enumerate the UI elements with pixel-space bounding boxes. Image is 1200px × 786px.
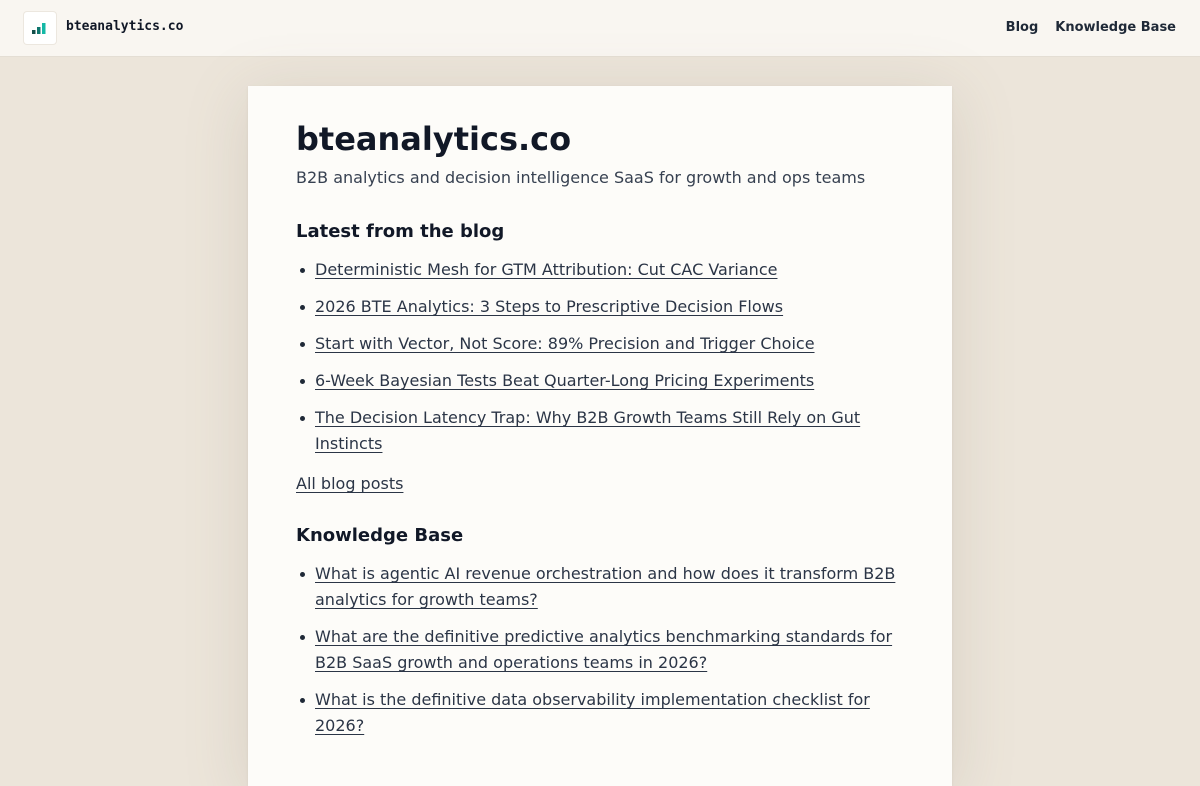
blog-post-list (296, 257, 904, 457)
all-blog-posts-link[interactable]: All blog posts (296, 474, 404, 493)
kb-article-link[interactable]: What is the definitive data observability implementation checklist for 2026? (315, 690, 870, 735)
kb-article-link[interactable]: What are the definitive predictive analytics benchmarking standards for B2B SaaS growth and operations teams in 2026? (315, 627, 893, 672)
knowledge-base-list (296, 561, 904, 739)
blog-post-item (296, 368, 904, 394)
knowledge-base-section-heading: Knowledge Base (296, 525, 464, 546)
blog-post-item (296, 331, 904, 357)
nav-knowledge-base-link[interactable]: Knowledge Base (1055, 20, 1176, 35)
blog-post-link[interactable]: The Decision Latency Trap: Why B2B Growth Teams Still Rely on Gut Instincts (315, 408, 861, 453)
top-navigation-bar (0, 0, 1200, 57)
kb-article-item (296, 561, 904, 613)
site-tagline: B2B analytics and decision intelligence SaaS for growth and ops teams (296, 168, 866, 187)
kb-article-item (296, 624, 904, 676)
blog-post-link[interactable]: 2026 BTE Analytics: 3 Steps to Prescriptive Decision Flows (315, 297, 784, 316)
blog-post-link[interactable]: Start with Vector, Not Score: 89% Precision and Trigger Choice (315, 334, 815, 353)
blog-post-item (296, 294, 904, 320)
main-nav (1006, 20, 1176, 36)
blog-post-link[interactable]: 6-Week Bayesian Tests Beat Quarter-Long Pricing Experiments (315, 371, 815, 390)
blog-section-heading: Latest from the blog (296, 221, 505, 242)
kb-article-item (296, 687, 904, 739)
nav-blog-link[interactable]: Blog (1005, 20, 1039, 35)
brand-link[interactable]: bteanalytics.co (66, 19, 184, 34)
blog-post-item (296, 405, 904, 457)
blog-post-link[interactable]: Deterministic Mesh for GTM Attribution: Cut CAC Variance (315, 260, 778, 279)
content-card (248, 86, 952, 786)
page-title: bteanalytics.co (296, 120, 572, 158)
kb-article-link[interactable]: What is agentic AI revenue orchestration and how does it transform B2B analytics for growth teams? (315, 564, 896, 609)
bar-chart-icon[interactable] (24, 12, 56, 44)
blog-post-item (296, 257, 904, 283)
